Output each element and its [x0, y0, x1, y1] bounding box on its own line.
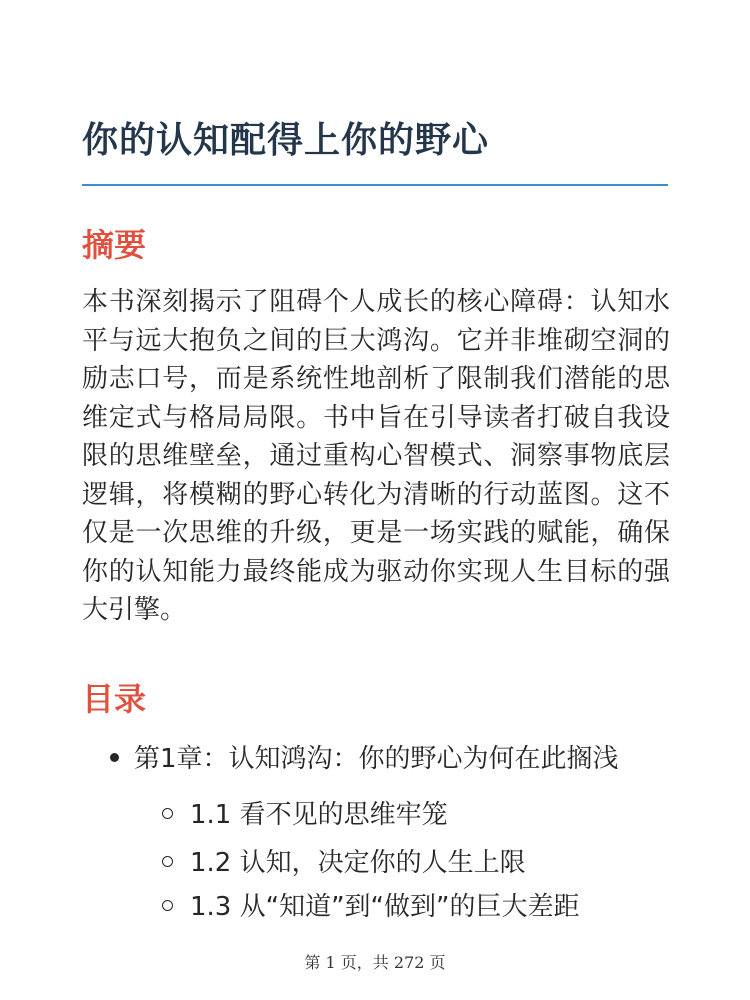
page-number-footer: 第 1 页，共 272 页 — [304, 953, 446, 972]
toc-chapter-label: 第1章：认知鸿沟：你的野心为何在此搁浅 — [134, 744, 619, 774]
summary-paragraph: 本书深刻揭示了阻碍个人成长的核心障碍：认知水平与远大抱负之间的巨大鸿沟。它并非堆砌空洞的励志口号，而是系统性地剖析了限制我们潜能的思维定式与格局局限。书中旨在引导读者打破自我设限的思维壁垒，通过重构心智模式、洞察事物底层逻辑，将模糊的野心转化为清晰的行动蓝图。这不仅是一次思维的升级，更是一场实践的赋能，确保你的认知能力最终能成为驱动你实现人生目标的强大引擎。 — [82, 287, 670, 625]
bullet-circle-icon — [162, 900, 173, 911]
summary-heading: 摘要 — [82, 226, 147, 264]
toc-section-1-3[interactable] — [162, 886, 580, 923]
toc-section-1-1[interactable] — [162, 794, 448, 831]
toc-section-1-2[interactable] — [162, 842, 526, 879]
toc-section-label: 1.2 认知，决定你的人生上限 — [190, 848, 526, 878]
toc-section-label: 1.1 看不见的思维牢笼 — [190, 800, 448, 830]
toc-heading: 目录 — [82, 680, 147, 718]
title-divider — [82, 184, 668, 186]
bullet-disc-icon — [110, 753, 119, 762]
toc-chapter-1[interactable] — [110, 738, 619, 775]
book-title: 你的认知配得上你的野心 — [82, 120, 490, 161]
bullet-circle-icon — [162, 808, 173, 819]
bullet-circle-icon — [162, 856, 173, 867]
toc-section-label: 1.3 从“知道”到“做到”的巨大差距 — [190, 892, 580, 922]
